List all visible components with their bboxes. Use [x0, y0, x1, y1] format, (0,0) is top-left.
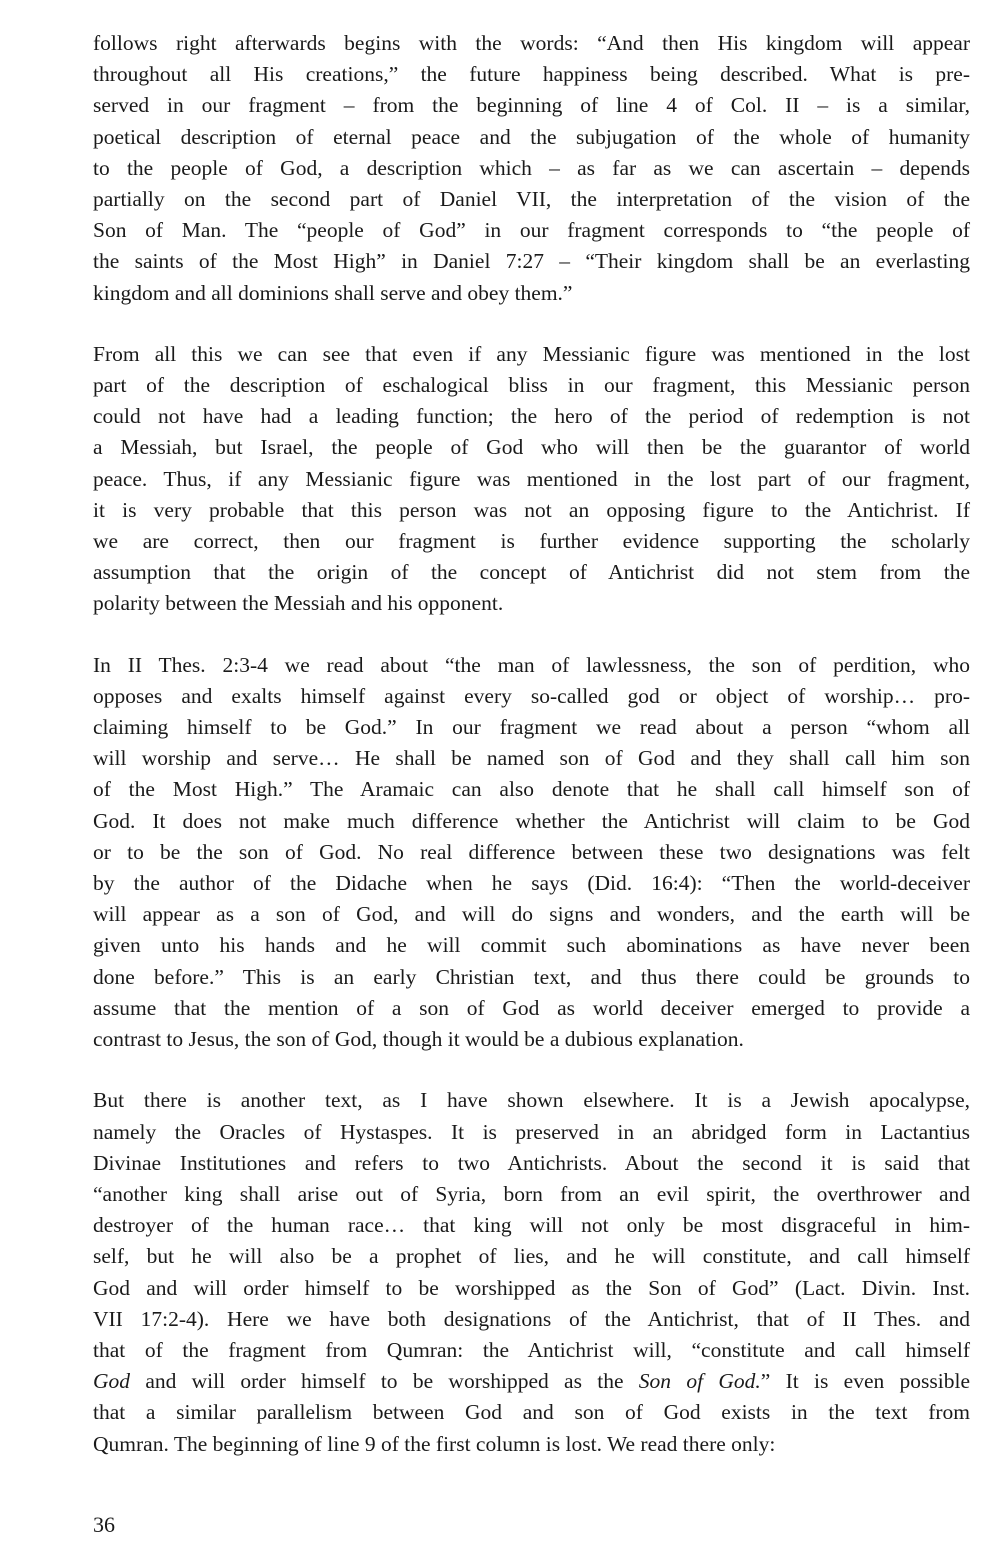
text-line: In II Thes. 2:3-4 we read about “the man of lawlessness, the son of perdition, who — [93, 652, 970, 677]
text-line: Divinae Institutiones and refers to two Antichrists. About the second it is said that — [93, 1150, 970, 1175]
body-text — [93, 28, 970, 1490]
text-line — [93, 1366, 970, 1397]
italic-god: God — [93, 1369, 131, 1394]
text-line: will appear as a son of God, and will do signs and wonders, and the earth will be — [93, 902, 970, 927]
text-line: opposes and exalts himself against every so-called god or object of worship… pro- — [93, 683, 970, 708]
text-line: “another king shall arise out of Syria, born from an evil spirit, the overthrower and — [93, 1181, 970, 1206]
text-line: the saints of the Most High” in Daniel 7:27 – “Their kingdom shall be an everlasting — [93, 249, 970, 274]
text-line: claiming himself to be God.” In our fragment we read about a person “whom all — [93, 715, 970, 740]
text-line: contrast to Jesus, the son of God, though it would be a dubious explanation. — [93, 1027, 744, 1052]
text-line: VII 17:2-4). Here we have both designations of the Antichrist, that of II Thes. and — [93, 1306, 970, 1331]
text-line: done before.” This is an early Christian text, and thus there could be grounds to — [93, 964, 970, 989]
text-line: a Messiah, but Israel, the people of God who will then be the guarantor of world — [93, 435, 970, 460]
text-line: given unto his hands and he will commit such abominations as have never been — [93, 933, 970, 958]
paragraph — [93, 650, 970, 1056]
text-line: But there is another text, as I have shown elsewhere. It is a Jewish apocalypse, — [93, 1088, 970, 1113]
text-line: throughout all His creations,” the future happiness being described. What is pre- — [93, 62, 970, 87]
text-line: or to be the son of God. No real difference between these two designations was felt — [93, 839, 970, 864]
text-line: follows right afterwards begins with the words: “And then His kingdom will appear — [93, 31, 970, 55]
text-line: God and will order himself to be worshipped as the Son of God” (Lact. Divin. Inst. — [93, 1275, 970, 1300]
text-line: of the Most High.” The Aramaic can also denote that he shall call himself son of — [93, 777, 970, 802]
paragraph — [93, 339, 970, 620]
italic-son-of-god: Son of God. — [638, 1369, 761, 1394]
text-line: part of the description of eschalogical bliss in our fragment, this Messianic person — [93, 373, 970, 398]
line-end: ” It is even possible — [760, 1369, 971, 1394]
text-line: Son of Man. The “people of God” in our fragment corresponds to “the people of — [93, 218, 970, 243]
text-line: assumption that the origin of the concept of Antichrist did not stem from the — [93, 560, 970, 585]
text-line: partially on the second part of Daniel VII, the interpretation of the vision of the — [93, 187, 970, 212]
text-line: namely the Oracles of Hystaspes. It is preserved in an abridged form in Lactantius — [93, 1119, 970, 1144]
text-line: by the author of the Didache when he says (Did. 16:4): “Then the world-deceiver — [93, 871, 970, 896]
text-line: kingdom and all dominions shall serve and obey them.” — [93, 280, 573, 305]
text-line: to the people of God, a description which – as far as we can ascertain – depends — [93, 155, 970, 180]
line-middle: and will order himself to be worshipped as the — [130, 1369, 639, 1394]
text-line: destroyer of the human race… that king will not only be most disgraceful in him- — [93, 1213, 970, 1238]
text-line: God. It does not make much difference whether the Antichrist will claim to be God — [93, 808, 970, 833]
text-line: assume that the mention of a son of God as world deceiver emerged to provide a — [93, 995, 970, 1020]
text-line: it is very probable that this person was not an opposing figure to the Antichrist. If — [93, 497, 970, 522]
text-line: that of the fragment from Qumran: the Antichrist will, “constitute and call himself — [93, 1337, 970, 1362]
text-line: From all this we can see that even if any Messianic figure was mentioned in the lost — [93, 341, 970, 366]
text-line: that a similar parallelism between God and son of God exists in the text from — [93, 1400, 970, 1425]
text-line: polarity between the Messiah and his opponent. — [93, 591, 504, 616]
text-line: will worship and serve… He shall be named son of God and they shall call him son — [93, 746, 970, 771]
text-line: self, but he will also be a prophet of lies, and he will constitute, and call himself — [93, 1244, 970, 1269]
text-line: poetical description of eternal peace and the subjugation of the whole of humanity — [93, 124, 970, 149]
paragraph — [93, 1085, 970, 1459]
text-line: Qumran. The beginning of line 9 of the first column is lost. We read there only: — [93, 1431, 776, 1456]
text-line: we are correct, then our fragment is further evidence supporting the scholarly — [93, 529, 970, 554]
text-line: served in our fragment – from the beginning of line 4 of Col. II – is a similar, — [93, 93, 970, 118]
page-number: 36 — [93, 1512, 115, 1537]
paragraph — [93, 28, 970, 309]
text-line: could not have had a leading function; the hero of the period of redemption is not — [93, 404, 970, 429]
text-line: peace. Thus, if any Messianic figure was mentioned in the lost part of our fragment, — [93, 466, 970, 491]
